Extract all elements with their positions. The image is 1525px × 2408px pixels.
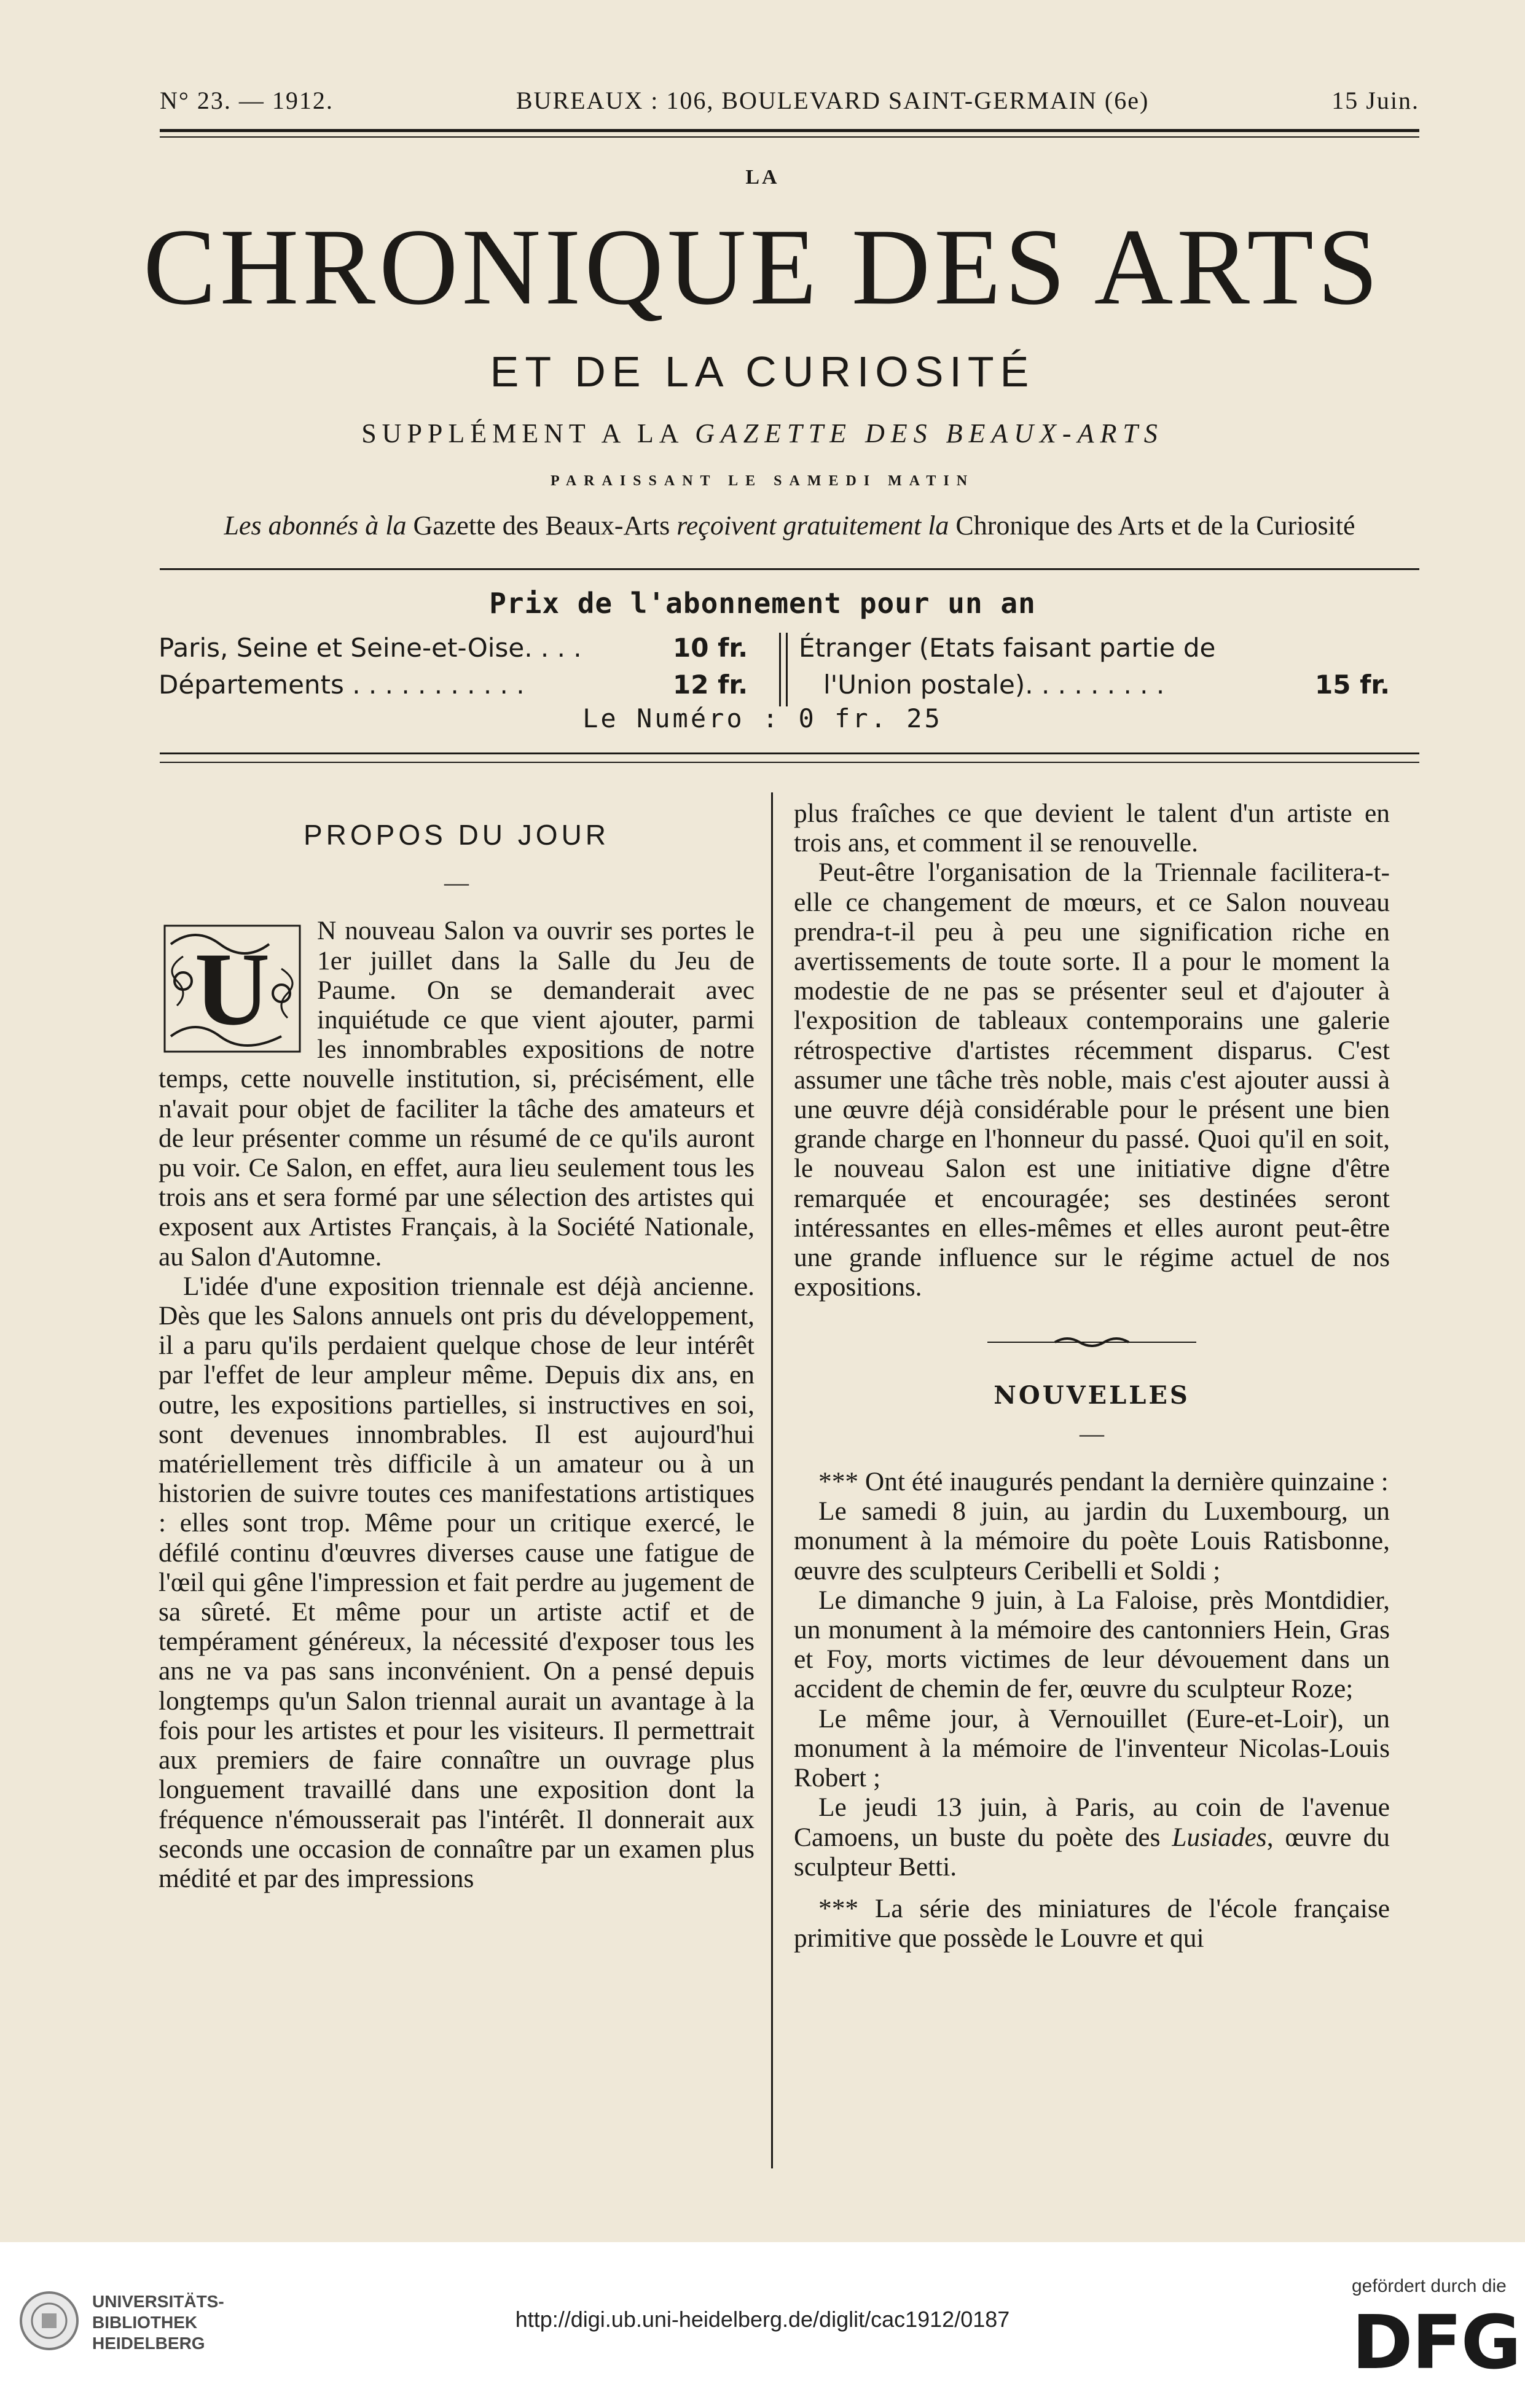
nouvelles-paragraph-4: Le même jour, à Vernouillet (Eure-et-Loir), un monument à la mémoire de l'inventeur Nicolas-Louis Robert ; [794, 1703, 1390, 1793]
office-address: BUREAUX : 106, BOULEVARD SAINT-GERMAIN (6e) [516, 87, 1150, 114]
subscriber-note-part1: Les abonnés à la [224, 510, 414, 541]
subscriber-note-part2: Gazette des Beaux-Arts [413, 510, 677, 541]
propos-heading: PROPOS DU JOUR [303, 819, 610, 851]
ornamental-dropcap [159, 920, 306, 1058]
propos-dash: — [444, 869, 469, 897]
nouvelles-paragraph-1: *** Ont été inaugurés pendant la dernière quinzaine : [818, 1467, 1389, 1497]
flourish-ornament-icon [987, 1335, 1196, 1350]
nouvelles-paragraph-2: Le samedi 8 juin, au jardin du Luxembourg, un monument à la mémoire du poète Louis Ratisbonne, œuvre des sculpteurs Ceribelli et Soldi ; [794, 1496, 1390, 1585]
library-footer [0, 2242, 1525, 2408]
nouvelles-dash: — [1080, 1419, 1104, 1447]
subscriber-note-part4: Chronique des Arts et de la Curiosité [955, 510, 1355, 541]
dropcap-ornament-icon [159, 920, 306, 1058]
funding-label: gefördert durch die [1352, 2276, 1507, 2296]
nouvelles-paragraph-5 [794, 1792, 1390, 1882]
supplement-gazette: GAZETTE DES BEAUX-ARTS [695, 418, 1164, 448]
section-flourish [794, 1326, 1390, 1356]
nouvelles-paragraph-6: *** La série des miniatures de l'école française primitive que possède le Louvre et qui [794, 1893, 1390, 1953]
nouvelles-p5-part3: , œuvre du sculpteur Betti. [794, 1822, 1390, 1882]
departements-label: Départements . . . . . . . . . . . [159, 670, 525, 700]
nouvelles-p5-title: Lusiades [1172, 1822, 1267, 1852]
nouvelles-heading: NOUVELLES [994, 1380, 1190, 1410]
paris-price-value: 10 fr. [673, 633, 748, 663]
subscriber-note-part3: reçoivent gratuitement la [676, 510, 956, 541]
nouvelles-p5-part1: Le jeudi 13 juin, à Paris, au coin de l'avenue Camoens, un buste du poète des [794, 1792, 1390, 1852]
propos-paragraph-3: plus fraîches ce que devient le talent d'un artiste en trois ans, et comment il se renouvelle. [794, 799, 1390, 858]
dfg-logo: DFG [1352, 2300, 1521, 2386]
body-divider-bottom [160, 762, 1419, 763]
subscription-heading: Prix de l'abonnement pour un an [489, 587, 1036, 620]
single-issue-price: Le Numéro : 0 fr. 25 [582, 703, 943, 733]
supplement-prefix: SUPPLÉMENT A LA [361, 418, 696, 448]
masthead-line [160, 86, 1419, 115]
etranger-price [1315, 670, 1390, 700]
dropcap-letter: U [194, 931, 270, 1047]
frequency-line: PARAISSANT LE SAMEDI MATIN [550, 473, 975, 489]
paris-price [673, 633, 748, 663]
title-article: LA [745, 166, 780, 189]
journal-title: CHRONIQUE DES ARTS [143, 206, 1382, 327]
left-column [159, 786, 755, 1893]
masthead-rule [160, 129, 1419, 132]
departements-price-value: 12 fr. [673, 670, 748, 700]
propos-paragraph-4: Peut-être l'organisation de la Triennale facilitera-t-elle ce changement de mœurs, et ce Salon nouveau prendra-t-il peu à peu une signification riche en avertissements de toute sorte. Il a pour le moment la modestie de ne pas se présenter seul et d'ajouter à l'exposition de tableaux contemporains une galerie rétrospective d'artistes récemment disparus. C'est assumer une tâche très noble, mais c'est ajouter aussi à une œuvre déjà considérable pour le présent une bien grande charge en l'honneur du passé. Quoi qu'il en soit, le nouveau Salon est une initiative digne d'être remarquée et encouragée; ses destinées seront intéressantes en elles-mêmes et elles auront peut-être une grande influence sur le régime actuel de nos expositions. [794, 858, 1390, 1302]
propos-paragraph-2: L'idée d'une exposition triennale est déjà ancienne. Dès que les Salons annuels ont pris du développement, il a paru qu'ils perdaient quelque chose de leur intérêt par l'effet de leur ampleur même. Depuis dix ans, en outre, les expositions partielles, si instructives en soi, sont devenues innombrables. Il est aujourd'hui matériellement très difficile à un amateur ou à un historien de suivre toutes ces manifestations artistiques : elles sont trop. Même pour un critique exercé, le défilé continu d'œuvres diverses cause une fatigue de l'œil qui gêne l'impression et fait perdre au jugement de sa sûreté. Et même pour un artiste actif et de tempérament généreux, la nécessité d'exposer tous les ans ne va pas sans inconvénient. On a pensé depuis longtemps qu'un Salon triennal aurait un avantage à la fois pour les artistes et pour les visiteurs. Il permettrait aux premiers de faire connaître un ouvrage plus longuement travaillé dans une exposition dont la fréquence n'émousserait pas l'intérêt. Il donnerait aux seconds une occasion de connaître par un examen plus médité et par des impressions [159, 1271, 755, 1893]
header-divider [160, 568, 1419, 570]
issue-number: N° 23. — 1912. [160, 87, 334, 114]
issue-date: 15 Juin. [1331, 87, 1419, 114]
price-column-divider [779, 633, 788, 706]
library-name-line1: UNIVERSITÄTS- [92, 2292, 224, 2311]
journal-subtitle: ET DE LA CURIOSITÉ [490, 348, 1035, 396]
masthead-rule-thin [160, 136, 1419, 138]
paris-label: Paris, Seine et Seine-et-Oise. . . . [159, 633, 582, 663]
subscriber-note [160, 510, 1419, 541]
etranger-line-2: l'Union postale). . . . . . . . . [823, 670, 1165, 700]
library-name-line2: BIBLIOTHEK [92, 2313, 198, 2332]
propos-paragraph-1-text: N nouveau Salon va ouvrir ses portes le 1er juillet dans la Salle du Jeu de Paume. On se demanderait avec inquiétude ce que vient ajouter, parmi les innombrables expositions de notre temps, cette nouvelle institution, si, précisément, elle n'avait pour objet de faciliter la tâche des amateurs et de leur présenter comme un résumé de ce qu'ils auront pu voir. Ce Salon, en effet, aura lieu seulement tous les trois ans et sera formé par une sélection des artistes qui exposent aux Artistes Français, à la Société Nationale, au Salon d'Automne. [159, 916, 755, 1272]
etranger-line-1: Étranger (Etats faisant partie de [799, 633, 1216, 663]
nouvelles-paragraph-3: Le dimanche 9 juin, à La Faloise, près Montdidier, un monument à la mémoire des cantonniers Hein, Gras et Foy, morts victimes de leur dévouement dans un accident de chemin de fer, œuvre du sculpteur Roze; [794, 1585, 1390, 1704]
permalink-url[interactable]: http://digi.ub.uni-heidelberg.de/diglit/cac1912/0187 [515, 2307, 1010, 2332]
right-column [794, 799, 1390, 1953]
library-name-line3: HEIDELBERG [92, 2334, 205, 2353]
propos-paragraph-1 [159, 916, 755, 1271]
body-divider-top [160, 752, 1419, 754]
etranger-price-value: 15 fr. [1315, 670, 1390, 700]
supplement-line [0, 418, 1525, 449]
departements-price [673, 670, 748, 700]
column-rule [771, 792, 773, 2168]
